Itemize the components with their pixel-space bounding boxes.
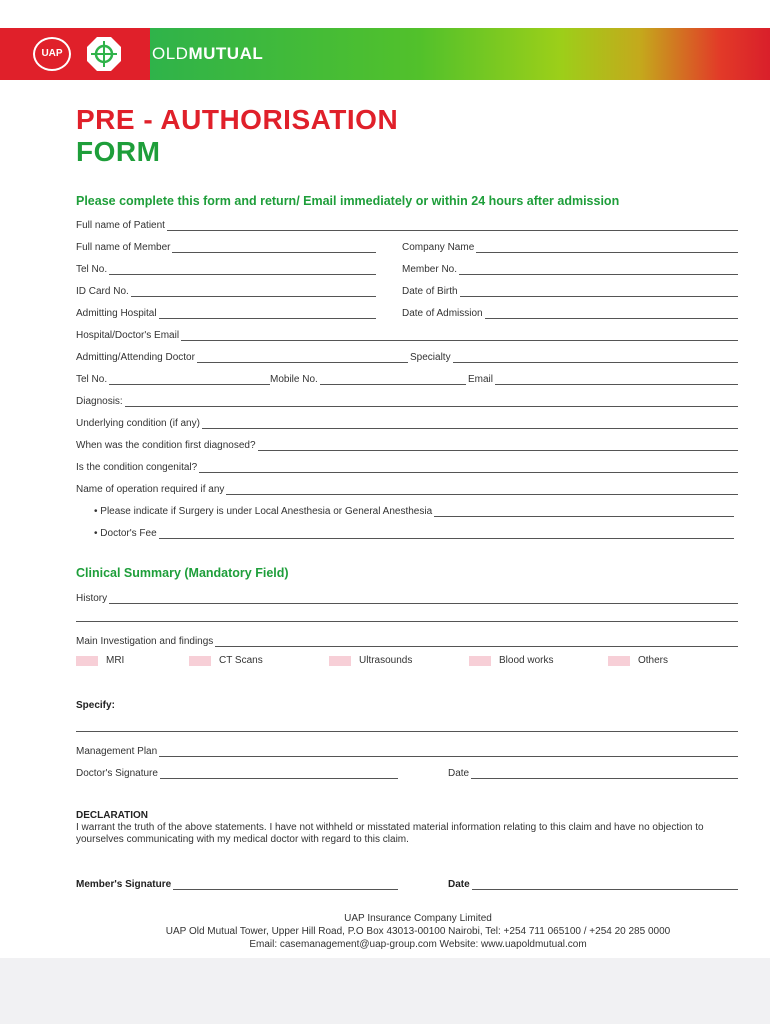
tel-no-label: Tel No. (76, 264, 108, 275)
doctor-signature-label: Doctor's Signature (76, 768, 158, 779)
specify-label: Specify: (76, 700, 115, 711)
diagnosis-field[interactable] (125, 397, 738, 407)
others-checkbox[interactable] (608, 656, 630, 666)
hospital-email-field[interactable] (181, 331, 738, 341)
hospital-email-row (76, 327, 738, 341)
old-mutual-logo-icon (86, 36, 122, 72)
diagnosis-row (76, 393, 738, 407)
operation-row (76, 481, 738, 495)
specify-field[interactable] (76, 731, 738, 732)
form-instruction: Please complete this form and return/ Email immediately or within 24 hours after admission (76, 194, 620, 208)
history-extra-line[interactable] (76, 621, 738, 622)
member-name-label: Full name of Member (76, 242, 171, 253)
id-card-label: ID Card No. (76, 286, 129, 297)
management-field[interactable] (159, 747, 738, 757)
footer-company: UAP Insurance Company Limited (344, 913, 492, 924)
form-title-line1: PRE - AUTHORISATION (76, 104, 399, 135)
doctor-signature-field[interactable] (160, 769, 398, 779)
first-diagnosed-field[interactable] (258, 441, 738, 451)
option-ct-scans[interactable] (189, 655, 263, 666)
doctor-date-field[interactable] (471, 769, 738, 779)
member-name-field[interactable] (172, 243, 376, 253)
patient-name-label: Full name of Patient (76, 220, 165, 231)
history-row (76, 590, 738, 604)
management-row (76, 743, 738, 757)
member-no-label: Member No. (402, 264, 458, 275)
ct-scans-label: CT Scans (219, 655, 263, 666)
clinical-summary-title: Clinical Summary (Mandatory Field) (76, 566, 289, 580)
blood-works-checkbox[interactable] (469, 656, 491, 666)
underlying-field[interactable] (202, 419, 738, 429)
hospital-admission-row (76, 305, 738, 319)
uap-logo: UAP (33, 37, 71, 71)
dob-field[interactable] (460, 287, 738, 297)
mobile-no-field[interactable] (320, 375, 466, 385)
member-company-row (76, 239, 738, 253)
specialty-field[interactable] (453, 353, 738, 363)
email-field[interactable] (495, 375, 738, 385)
ultrasounds-checkbox[interactable] (329, 656, 351, 666)
doctor-date-label: Date (448, 768, 470, 779)
bottom-band (0, 958, 770, 1024)
brand-name: OLDMUTUAL (152, 44, 264, 63)
management-label: Management Plan (76, 746, 158, 757)
ct-scans-checkbox[interactable] (189, 656, 211, 666)
underlying-label: Underlying condition (if any) (76, 418, 200, 429)
doctor-fee-row (76, 525, 734, 539)
form-title-line2: FORM (76, 136, 161, 167)
date-admission-field[interactable] (485, 309, 738, 319)
declaration-title: DECLARATION (76, 810, 149, 821)
congenital-label: Is the condition congenital? (76, 462, 198, 473)
member-signature-field[interactable] (173, 880, 398, 890)
tel-mobile-email-row (76, 371, 738, 385)
member-date-label: Date (448, 879, 470, 890)
member-no-field[interactable] (459, 265, 738, 275)
patient-name-field[interactable] (167, 221, 738, 231)
history-label: History (76, 593, 108, 604)
doctor-fee-field[interactable] (159, 529, 734, 539)
history-field[interactable] (109, 594, 738, 604)
doctor-signature-row (76, 765, 738, 779)
member-signature-label: Member's Signature (76, 879, 172, 890)
company-name-label: Company Name (402, 242, 475, 253)
attending-doctor-field[interactable] (197, 353, 408, 363)
option-others[interactable] (608, 655, 668, 666)
footer-address: UAP Old Mutual Tower, Upper Hill Road, P.O Box 43013-00100 Nairobi, Tel: +254 711 065100 / +254 20 285 0000 (165, 926, 671, 937)
admitting-hospital-field[interactable] (159, 309, 376, 319)
option-mri[interactable] (76, 655, 124, 666)
footer-contact: Email: casemanagement@uap-group.com Website: www.uapoldmutual.com (249, 939, 587, 950)
ultrasounds-label: Ultrasounds (359, 655, 413, 666)
first-diagnosed-label: When was the condition first diagnosed? (76, 440, 256, 451)
underlying-row (76, 415, 738, 429)
patient-name-row (76, 217, 738, 231)
first-diagnosed-row (76, 437, 738, 451)
diagnosis-label: Diagnosis: (76, 396, 123, 407)
date-admission-label: Date of Admission (402, 308, 483, 319)
investigation-row (76, 633, 738, 647)
congenital-row (76, 459, 738, 473)
option-ultrasounds[interactable] (329, 655, 412, 666)
investigation-field[interactable] (215, 637, 738, 647)
anesthesia-label: • Please indicate if Surgery is under Local Anesthesia or General Anesthesia (94, 506, 433, 517)
tel-member-no-row (76, 261, 738, 275)
email-label: Email (468, 374, 494, 385)
dob-label: Date of Birth (402, 286, 458, 297)
specialty-label: Specialty (410, 352, 451, 363)
doctor-specialty-row (76, 349, 738, 363)
operation-field[interactable] (226, 485, 738, 495)
investigation-label: Main Investigation and findings (76, 636, 214, 647)
congenital-field[interactable] (199, 463, 738, 473)
member-signature-row (76, 876, 738, 890)
blood-works-label: Blood works (499, 655, 554, 666)
id-card-field[interactable] (131, 287, 376, 297)
attending-doctor-label: Admitting/Attending Doctor (76, 352, 195, 363)
option-blood-works[interactable] (469, 655, 553, 666)
mri-checkbox[interactable] (76, 656, 98, 666)
declaration-text: I warrant the truth of the above statements. I have not withheld or misstated material information relating to this claim and have no objection to yourselves communicating with my medical doctor with regard to this claim. (76, 822, 704, 845)
tel-no-field[interactable] (109, 265, 376, 275)
mobile-no-label: Mobile No. (270, 374, 318, 385)
member-date-field[interactable] (472, 880, 738, 890)
others-label: Others (638, 655, 669, 666)
anesthesia-field[interactable] (434, 507, 734, 517)
mri-label: MRI (106, 655, 125, 666)
doctor-fee-label: • Doctor's Fee (94, 528, 157, 539)
operation-label: Name of operation required if any (76, 484, 225, 495)
id-dob-row (76, 283, 738, 297)
anesthesia-row (76, 503, 734, 517)
tel-no2-label: Tel No. (76, 374, 108, 385)
tel-no2-field[interactable] (109, 375, 270, 385)
hospital-email-label: Hospital/Doctor's Email (76, 330, 180, 341)
company-name-field[interactable] (476, 243, 738, 253)
admitting-hospital-label: Admitting Hospital (76, 308, 157, 319)
